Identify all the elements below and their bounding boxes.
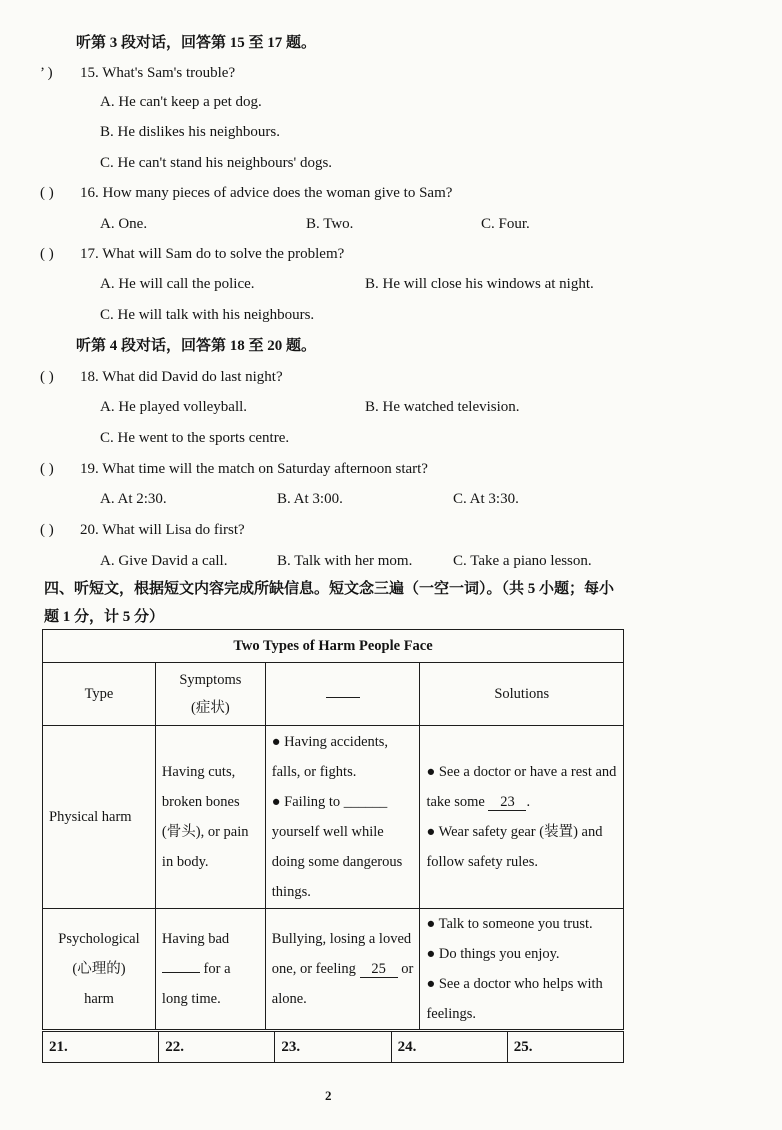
physical-symptoms: Having cuts, broken bones (骨头), or pain in body.	[155, 726, 265, 909]
answer-paren[interactable]: ( )	[40, 369, 54, 385]
question-17	[40, 245, 344, 263]
question-stem: 16. How many pieces of advice does the woman give to Sam?	[80, 185, 453, 201]
part4-heading: 听第 4 段对话，回答第 18 至 20 题。	[76, 338, 317, 354]
question-stem: 20. What will Lisa do first?	[80, 522, 245, 538]
answer-cell-22[interactable]: 22.	[159, 1032, 275, 1063]
physical-cause-1: ● Having accidents, falls, or fights.	[271, 734, 389, 780]
physical-solution-1: ● See a doctor or have a rest and take some 23 .	[426, 764, 617, 810]
answer-paren[interactable]: ( )	[40, 461, 54, 477]
question-stem: 15. What's Sam's trouble?	[80, 65, 236, 81]
option-15a: A. He can't keep a pet dog.	[100, 94, 262, 110]
option-16c: C. Four.	[481, 216, 530, 232]
blank-25[interactable]: 25	[360, 961, 398, 978]
option-20b: B. Talk with her mom.	[277, 553, 413, 569]
answer-paren[interactable]: ( )	[40, 522, 54, 538]
header-blank[interactable]	[265, 663, 420, 726]
option-16a: A. One.	[100, 216, 148, 232]
answer-paren[interactable]: ( )	[40, 185, 54, 201]
psychological-solutions	[420, 909, 624, 1030]
physical-solution-2: ● Wear safety gear (装置) and follow safety rules.	[426, 824, 603, 870]
psych-solution-2: ● Do things you enjoy.	[426, 946, 560, 962]
answer-paren[interactable]: ( )	[40, 246, 54, 262]
header-solutions: Solutions	[420, 663, 624, 726]
page-number: 2	[325, 1088, 332, 1103]
psych-solution-3: ● See a doctor who helps with feelings.	[426, 976, 603, 1022]
option-19b: B. At 3:00.	[277, 491, 343, 507]
physical-causes	[265, 726, 420, 909]
part3-heading: 听第 3 段对话，回答第 15 至 17 题。	[76, 35, 317, 51]
question-20	[40, 521, 245, 539]
answer-paren[interactable]: ’ )	[40, 65, 53, 81]
psychological-causes: Bullying, losing a loved one, or feeling 25 or alone.	[265, 909, 420, 1030]
header-symptoms-cn: (症状)	[191, 700, 230, 716]
option-19a: A. At 2:30.	[100, 491, 167, 507]
option-18a: A. He played volleyball.	[100, 399, 248, 415]
physical-solutions	[420, 726, 624, 909]
question-stem: 19. What time will the match on Saturday afternoon start?	[80, 461, 428, 477]
question-15	[40, 64, 235, 82]
question-stem: 17. What will Sam do to solve the problem?	[80, 246, 345, 262]
option-18c: C. He went to the sports centre.	[100, 430, 290, 446]
header-blank-line	[326, 683, 360, 698]
table-title: Two Types of Harm People Face	[43, 630, 624, 663]
answer-cell-21[interactable]: 21.	[43, 1032, 159, 1063]
option-16b: B. Two.	[306, 216, 354, 232]
option-15c: C. He can't stand his neighbours' dogs.	[100, 155, 333, 171]
question-18	[40, 368, 283, 386]
answer-cell-23[interactable]: 23.	[275, 1032, 391, 1063]
header-symptoms-en: Symptoms	[179, 672, 242, 688]
psychological-type: Psychological (心理的) harm	[43, 909, 156, 1030]
option-15b: B. He dislikes his neighbours.	[100, 124, 280, 140]
blank-23[interactable]: 23	[488, 794, 526, 811]
psychological-symptoms: Having bad for a long time.	[155, 909, 265, 1030]
physical-type: Physical harm	[43, 726, 156, 909]
header-type: Type	[43, 663, 156, 726]
answer-table	[42, 1031, 624, 1063]
option-17b: B. He will close his windows at night.	[365, 276, 594, 292]
question-stem: 18. What did David do last night?	[80, 369, 283, 385]
option-20a: A. Give David a call.	[100, 553, 228, 569]
psych-solution-1: ● Talk to someone you trust.	[426, 916, 593, 932]
option-18b: B. He watched television.	[365, 399, 520, 415]
answer-cell-25[interactable]: 25.	[507, 1032, 623, 1063]
answer-cell-24[interactable]: 24.	[391, 1032, 507, 1063]
question-19	[40, 460, 428, 478]
harm-table	[42, 629, 624, 1030]
option-20c: C. Take a piano lesson.	[453, 553, 592, 569]
question-16	[40, 184, 452, 202]
blank-22[interactable]	[162, 972, 200, 973]
option-17c: C. He will talk with his neighbours.	[100, 307, 315, 323]
option-19c: C. At 3:30.	[453, 491, 519, 507]
header-symptoms	[155, 663, 265, 726]
section4-title: 四、听短文，根据短文内容完成所缺信息。短文念三遍（一空一词）。（共 5 小题；每小题 1 分，计 5 分）	[44, 581, 615, 625]
option-17a: A. He will call the police.	[100, 276, 255, 292]
physical-cause-2: ● Failing to ______ yourself well while doing some dangerous things.	[271, 794, 403, 900]
